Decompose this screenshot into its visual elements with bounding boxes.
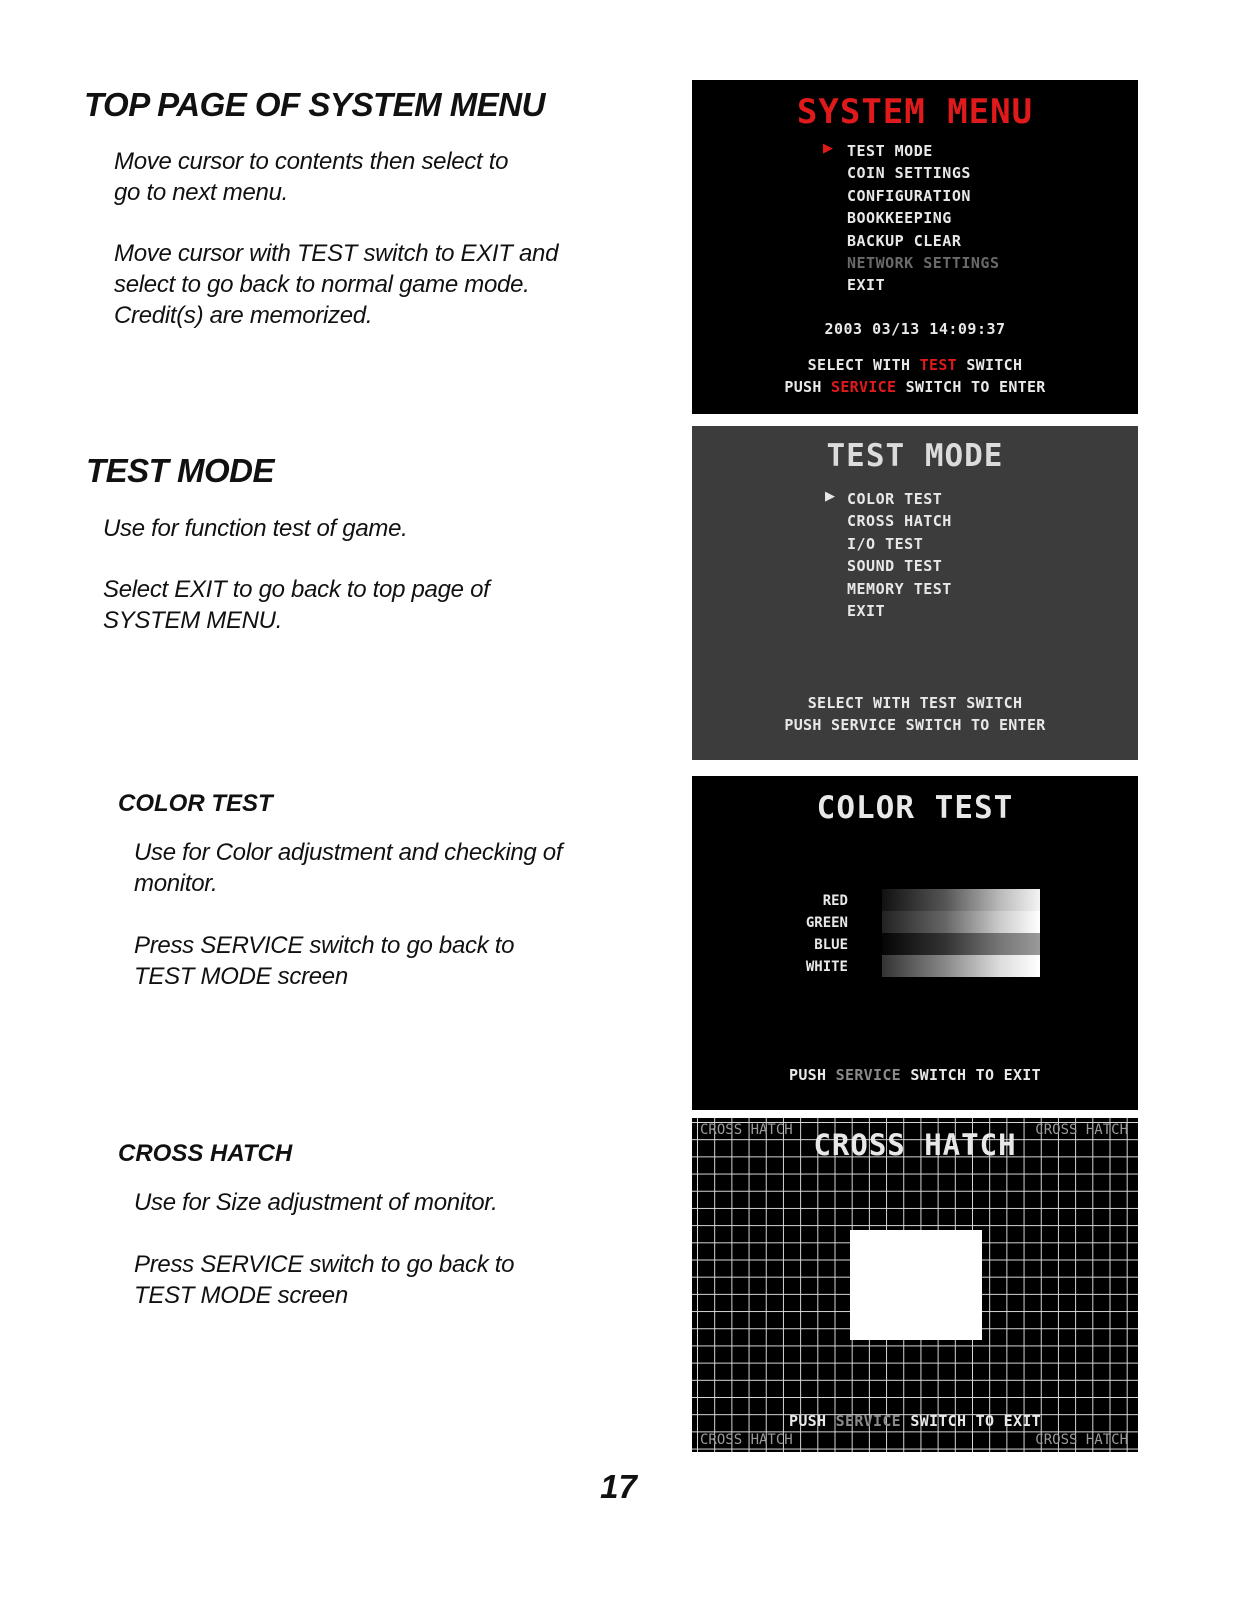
color-label-red: RED: [822, 893, 848, 909]
footer-text: SELECT WITH: [807, 356, 920, 374]
menu-item-exit: EXIT: [847, 276, 886, 295]
menu-item-coin-settings: COIN SETTINGS: [847, 164, 971, 183]
footer-highlight: SERVICE: [835, 1066, 901, 1084]
paragraph-top-1: [114, 146, 508, 208]
color-label-white: WHITE: [805, 959, 848, 975]
footer-highlight: TEST: [919, 356, 957, 374]
text-line: Use for function test of game.: [103, 515, 408, 542]
text-line: select to go back to normal game mode.: [114, 271, 530, 298]
text-line: Press SERVICE switch to go back to: [134, 1251, 515, 1278]
footer-text: SWITCH: [956, 356, 1023, 374]
paragraph-cross-1: [134, 1187, 497, 1218]
color-label-blue: BLUE: [814, 937, 848, 953]
color-label-green: GREEN: [805, 915, 848, 931]
text-line: TEST MODE screen: [134, 1282, 348, 1309]
cursor-arrow-icon: ▶: [823, 141, 833, 156]
footer-push: [692, 1412, 1138, 1430]
cursor-arrow-icon: ▶: [825, 489, 835, 504]
color-gradient-bars: [882, 889, 1040, 977]
text-line: Credit(s) are memorized.: [114, 302, 373, 329]
test-mode-screenshot: [692, 426, 1138, 760]
heading-test-mode: TEST MODE: [86, 452, 275, 489]
text-line: monitor.: [134, 870, 218, 897]
corner-label-bottom-left: CROSS HATCH: [700, 1432, 793, 1448]
green-gradient-bar: [882, 911, 1040, 933]
footer-text: SWITCH TO ENTER: [896, 378, 1046, 396]
corner-label-top-left: CROSS HATCH: [700, 1122, 793, 1138]
color-test-screenshot: [692, 776, 1138, 1110]
red-gradient-bar: [882, 889, 1040, 911]
menu-item-sound-test: SOUND TEST: [847, 557, 943, 576]
footer-text: SWITCH TO EXIT: [901, 1066, 1041, 1084]
paragraph-test-1: [103, 513, 408, 544]
text-line: Press SERVICE switch to go back to: [134, 932, 515, 959]
menu-item-configuration: CONFIGURATION: [847, 186, 971, 205]
color-label-list: [806, 890, 848, 978]
screen-title: CROSS HATCH: [813, 1128, 1017, 1162]
text-line: go to next menu.: [114, 179, 288, 206]
menu-item-exit: EXIT: [847, 601, 886, 620]
footer-push: [692, 378, 1138, 396]
system-menu-screenshot: [692, 80, 1138, 414]
heading-color-test: COLOR TEST: [118, 790, 273, 817]
menu-item-io-test: I/O TEST: [847, 534, 924, 553]
white-gradient-bar: [882, 955, 1040, 977]
menu-item-backup-clear: BACKUP CLEAR: [847, 231, 962, 250]
clock-readout: 2003 03/13 14:09:37: [824, 320, 1006, 338]
text-line: SYSTEM MENU.: [103, 607, 283, 634]
footer-text: PUSH: [784, 378, 832, 396]
text-line: Move cursor with TEST switch to EXIT and: [114, 240, 559, 267]
footer-push: PUSH SERVICE SWITCH TO ENTER: [784, 716, 1046, 734]
page-number: 17: [600, 1468, 637, 1505]
text-line: Move cursor to contents then select to: [114, 148, 509, 175]
paragraph-cross-2: [134, 1249, 514, 1311]
corner-label-bottom-right: CROSS HATCH: [1035, 1432, 1128, 1448]
menu-item-memory-test: MEMORY TEST: [847, 579, 952, 598]
corner-label-top-right: CROSS HATCH: [1035, 1122, 1128, 1138]
footer-highlight: SERVICE: [835, 1412, 901, 1430]
text-line: TEST MODE screen: [134, 963, 348, 990]
footer-text: PUSH: [789, 1066, 836, 1084]
system-menu-list: [847, 140, 1000, 297]
paragraph-color-2: [134, 930, 514, 992]
text-line: Use for Size adjustment of monitor.: [134, 1189, 498, 1216]
blue-gradient-bar: [882, 933, 1040, 955]
footer-select: SELECT WITH TEST SWITCH: [807, 694, 1023, 712]
paragraph-color-1: [134, 837, 562, 899]
menu-item-bookkeeping: BOOKKEEPING: [847, 209, 952, 228]
screen-title: TEST MODE: [826, 438, 1004, 474]
paragraph-top-2: [114, 238, 558, 331]
menu-item-cross-hatch: CROSS HATCH: [847, 512, 952, 531]
footer-text: SWITCH TO EXIT: [901, 1412, 1041, 1430]
cross-hatch-screenshot: [692, 1118, 1138, 1452]
screen-title: SYSTEM MENU: [796, 92, 1034, 132]
text-line: Use for Color adjustment and checking of: [134, 839, 563, 866]
paragraph-test-2: [103, 574, 489, 636]
menu-item-network-settings: NETWORK SETTINGS: [847, 253, 1000, 272]
heading-top-page: TOP PAGE OF SYSTEM MENU: [84, 86, 545, 123]
footer-push: [692, 1066, 1138, 1084]
white-square: [850, 1230, 982, 1340]
heading-cross-hatch: CROSS HATCH: [118, 1140, 293, 1167]
footer-text: PUSH: [789, 1412, 836, 1430]
test-mode-list: [847, 488, 952, 622]
footer-highlight: SERVICE: [831, 378, 897, 396]
screen-title: COLOR TEST: [816, 790, 1014, 826]
footer-select: [692, 356, 1138, 374]
menu-item-test-mode: TEST MODE: [847, 142, 933, 160]
menu-item-color-test: COLOR TEST: [847, 490, 943, 508]
text-line: Select EXIT to go back to top page of: [103, 576, 490, 603]
